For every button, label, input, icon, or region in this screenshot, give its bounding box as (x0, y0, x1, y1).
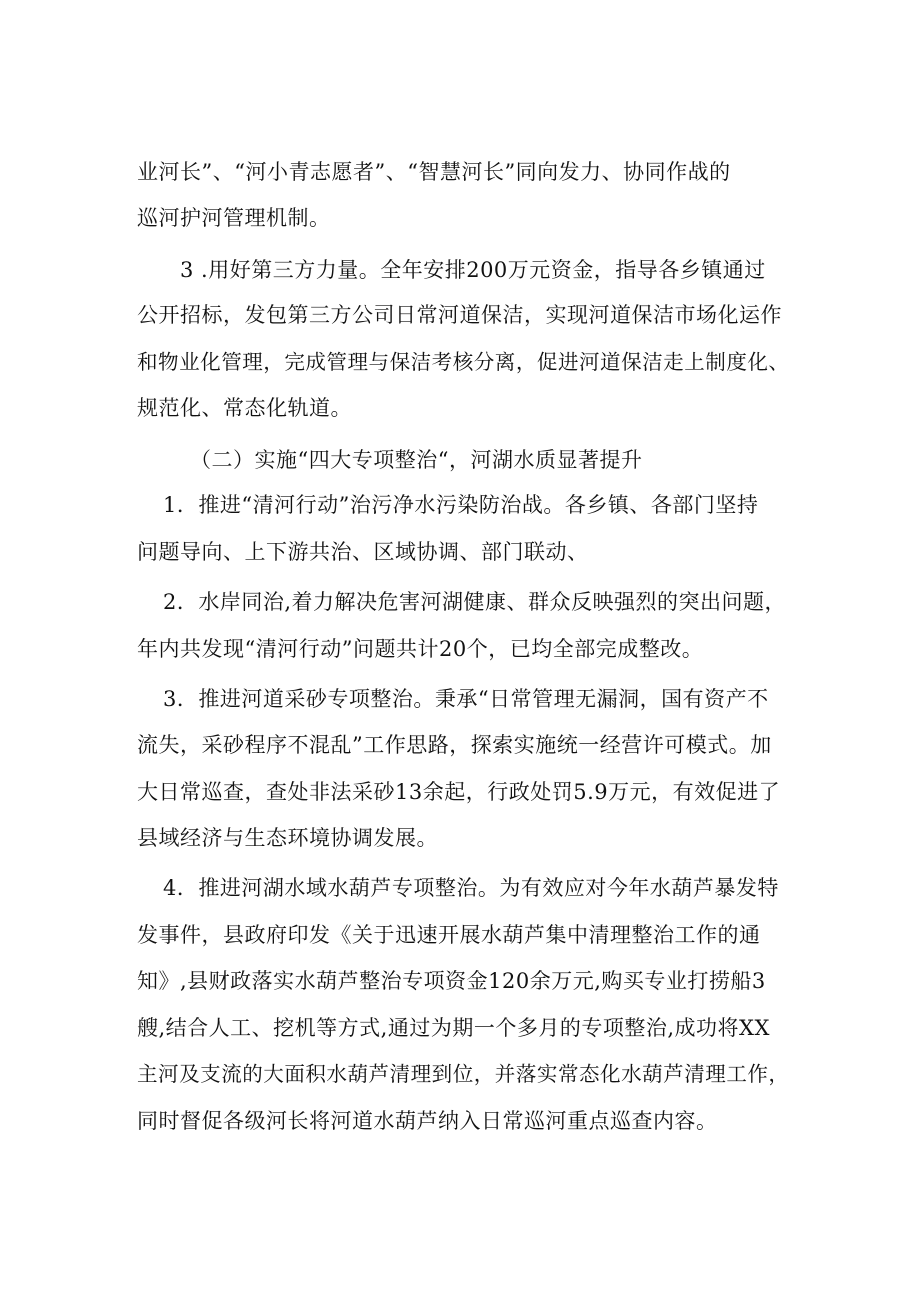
text-line: 巡河护河管理机制。 (137, 206, 331, 230)
text-line: 3．推进河道采砂专项整治。秉承“日常管理无漏洞，国有资产不 (163, 687, 769, 711)
text-line: 年内共发现“清河行动”问题共计20个，已均全部完成整改。 (137, 637, 704, 661)
text-line: 规范化、常态化轨道。 (137, 396, 352, 420)
text-line: 业河长”、“河小青志愿者”、“智慧河长”同向发力、协同作战的 (137, 160, 731, 184)
text-line: 艘,结合人工、挖机等方式,通过为期一个多月的专项整治,成功将XX (137, 1016, 770, 1040)
text-line: 公开招标，发包第三方公司日常河道保洁，实现河道保洁市场化运作 (137, 303, 782, 327)
text-line: 知》,县财政落实水葫芦整治专项资金120余万元,购买专业打捞船3 (137, 969, 766, 993)
text-line: 3 .用好第三方力量。全年安排200万元资金，指导各乡镇通过 (180, 258, 766, 282)
text-line: 同时督促各级河长将河道水葫芦纳入日常巡河重点巡查内容。 (137, 1109, 718, 1133)
text-line: 发事件，县政府印发《关于迅速开展水葫芦集中清理整治工作的通 (137, 923, 761, 947)
text-line: 大日常巡查，查处非法采砂13余起，行政处罚5.9万元，有效促进了 (137, 780, 781, 804)
text-line: 问题导向、上下游共治、区域协调、部门联动、 (137, 540, 589, 564)
text-line: 4．推进河湖水域水葫芦专项整治。为有效应对今年水葫芦暴发特 (163, 876, 779, 900)
text-line: 流失，采砂程序不混乱”工作思路，探索实施统一经营许可模式。加 (137, 733, 772, 757)
text-line: 县域经济与生态环境协调发展。 (137, 826, 438, 850)
text-line: 2．水岸同治,着力解决危害河湖健康、群众反映强烈的突出问题， (163, 590, 787, 614)
text-line: 和物业化管理，完成管理与保洁考核分离，促进河道保洁走上制度化、 (137, 350, 790, 374)
text-line: 主河及支流的大面积水葫芦清理到位，并落实常态化水葫芦清理工作， (137, 1062, 790, 1086)
text-line: 1．推进“清河行动”治污净水污染防治战。各乡镇、各部门坚持 (163, 493, 759, 517)
section-heading: （二）实施“四大专项整治“，河湖水质显著提升 (190, 448, 643, 472)
